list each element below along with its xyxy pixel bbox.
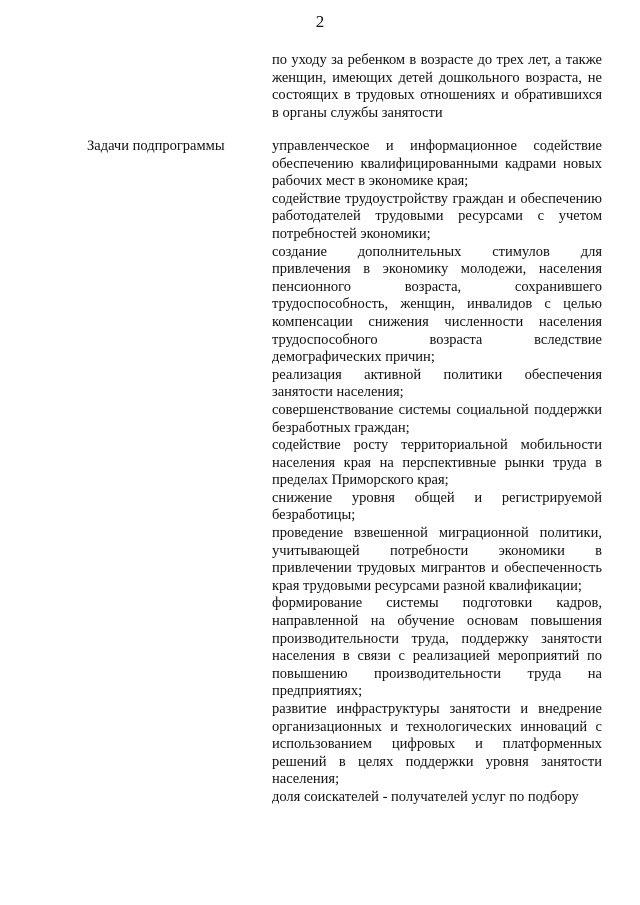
task-text: совершенствование системы социальной поддержки безработных граждан; <box>272 401 602 436</box>
page-number: 2 <box>315 12 325 31</box>
section-label: Задачи подпрограммы <box>87 138 225 154</box>
task-list <box>272 138 602 807</box>
task-item <box>272 402 602 437</box>
task-item <box>272 789 602 807</box>
task-text: проведение взвешенной миграционной политики, учитывающей потребности экономики в привлечении трудовых мигрантов и обеспеченность края трудовыми ресурсами разной квалификации; <box>272 525 602 594</box>
task-item <box>272 437 602 490</box>
task-item <box>272 191 602 244</box>
task-item <box>272 525 602 595</box>
task-text: создание дополнительных стимулов для привлечения в экономику молодежи, населения пенсионного возраста, сохранившего трудоспособность, женщин, инвалидов с целью компенсации снижения численности населения трудоспособного возраста вследствие демографических причин; <box>272 243 602 366</box>
task-item <box>272 138 602 191</box>
task-text: снижение уровня общей и регистрируемой безработицы; <box>272 489 602 524</box>
task-item <box>272 595 602 701</box>
task-item <box>272 490 602 525</box>
task-item <box>272 701 602 789</box>
task-text: содействие трудоустройству граждан и обеспечению работодателей трудовыми ресурсами с учетом потребностей экономики; <box>272 190 602 242</box>
task-item <box>272 367 602 402</box>
task-text: доля соискателей - получателей услуг по подбору <box>272 788 579 805</box>
task-text: управленческое и информационное содействие обеспечению квалифицированными кадрами новых рабочих мест в экономике края; <box>272 138 602 190</box>
intro-continuation <box>272 52 602 122</box>
task-text: формирование системы подготовки кадров, направленной на обучение основам повышения производительности труда, поддержку занятости населения в связи с реализацией мероприятий по повышению производительности труда на предприятиях; <box>272 595 602 700</box>
task-item <box>272 244 602 367</box>
task-text: содействие росту территориальной мобильности населения края на перспективные рынки труда в пределах Приморского края; <box>272 437 602 489</box>
intro-paragraph: по уходу за ребенком в возрасте до трех лет, а также женщин, имеющих детей дошкольного возраста, не состоящих в трудовых отношениях и обратившихся в органы службы занятости <box>272 52 602 121</box>
task-text: развитие инфраструктуры занятости и внедрение организационных и технологических инноваций с использованием цифровых и платформенных решений в целях поддержки уровня занятости населения; <box>272 701 602 788</box>
task-text: реализация активной политики обеспечения занятости населения; <box>272 366 602 401</box>
